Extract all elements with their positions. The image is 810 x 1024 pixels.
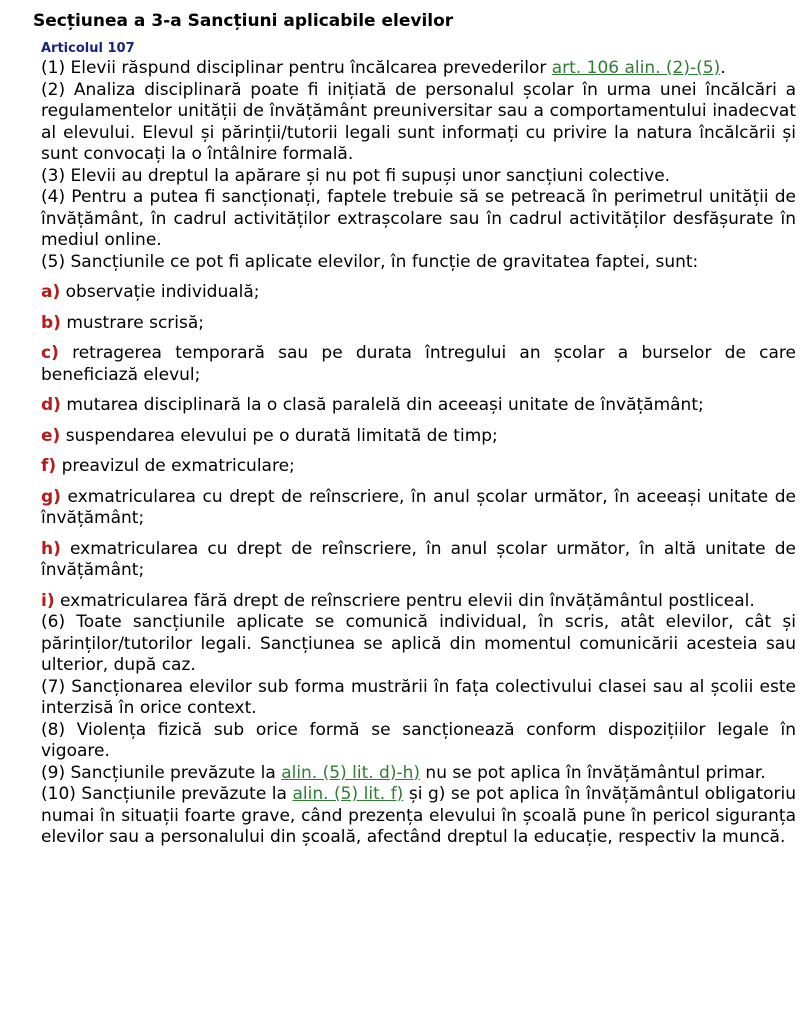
list-letter: i) [41, 590, 55, 611]
list-item: d) mutarea disciplinară la o clasă paralelă din aceeași unitate de învățământ; [41, 395, 704, 415]
paragraph-3: (3) Elevii au dreptul la apărare și nu pot fi supuși unor sancțiuni colective. [41, 165, 671, 186]
paragraph-7: (7) Sancționarea elevilor sub forma mustrării în fața colectivului clasei sau al școlii este interzisă în orice context. [41, 676, 796, 718]
paragraph-6: (6) Toate sancțiunile aplicate se comunică individual, în scris, atât elevilor, cât și părinților/tutorilor legali. Sancțiunea se aplică din momentul comunicării acesteia sau ulterior, după caz. [41, 612, 796, 675]
list-item: b) mustrare scrisă; [41, 312, 205, 333]
list-item: f) preavizul de exmatriculare; [41, 456, 295, 476]
list-letter: c) [41, 343, 59, 363]
paragraph-10: (10) Sancțiunile prevăzute la alin. (5) lit. f) și g) se pot aplica în învățământul obligatoriu numai în situații foarte grave, când prezența elevului în școală pune în pericol siguranța elevilor sau a personalului din școală, afectând dreptul la educație, respectiv la muncă. [41, 784, 797, 847]
list-letter: a) [41, 282, 61, 302]
section-title: Secțiunea a 3-a Sancțiuni aplicabile elevilor [33, 11, 454, 31]
paragraph-5: (5) Sancțiunile ce pot fi aplicate elevilor, în funcție de gravitatea faptei, sunt: [41, 251, 699, 272]
list-item: c) retragerea temporară sau pe durata întregului an școlar a burselor de care beneficiază elevul; [41, 343, 796, 385]
paragraph-9: (9) Sancțiunile prevăzute la alin. (5) lit. d)-h) nu se pot aplica în învățământul primar. [41, 762, 766, 783]
list-letter: e) [41, 425, 61, 446]
article-106-link[interactable]: art. 106 alin. (2)-(5) [551, 58, 721, 78]
sanctions-list [41, 282, 796, 612]
paragraph-2: (2) Analiza disciplinară poate fi inițiată de personalul școlar în urma unei încălcări a regulamentelor unității de învățământ preuniversitar sau a comportamentului inadecvat al elevului. Elevul și părinții/tutorii legali sunt informați cu privire la natura încălcării și sunt convocați la o întâlnire formală. [41, 79, 796, 164]
alin-5-lit-f-link[interactable]: alin. (5) lit. f) [292, 784, 404, 804]
list-letter: f) [41, 456, 57, 476]
paragraph-8: (8) Violența fizică sub orice formă se sancționează conform dispozițiilor legale în vigoare. [41, 719, 796, 761]
paragraph-4: (4) Pentru a putea fi sancționați, faptele trebuie să se petreacă în perimetrul unității de învățământ, în cadrul activităților extrașcolare sau în cadrul activităților desfășurate în mediul online. [41, 187, 796, 250]
list-item: h) exmatricularea cu drept de reînscriere, în anul școlar următor, în altă unitate de învățământ; [41, 538, 796, 580]
paragraph-1: (1) Elevii răspund disciplinar pentru încălcarea prevederilor art. 106 alin. (2)-(5). [41, 58, 726, 78]
list-item: a) observație individuală; [41, 282, 260, 302]
article-title: Articolul 107 [41, 41, 135, 56]
list-letter: b) [41, 312, 61, 333]
alin-5-lit-d-h-link[interactable]: alin. (5) lit. d)-h) [281, 762, 421, 783]
list-letter: h) [41, 538, 61, 559]
list-item: e) suspendarea elevului pe o durată limitată de timp; [41, 425, 498, 446]
list-letter: d) [41, 395, 61, 415]
list-item: i) exmatricularea fără drept de reînscriere pentru elevii din învățământul postliceal. [41, 590, 755, 611]
list-item: g) exmatricularea cu drept de reînscriere, în anul școlar următor, în aceeași unitate de învățământ; [41, 486, 796, 528]
list-letter: g) [41, 486, 61, 507]
